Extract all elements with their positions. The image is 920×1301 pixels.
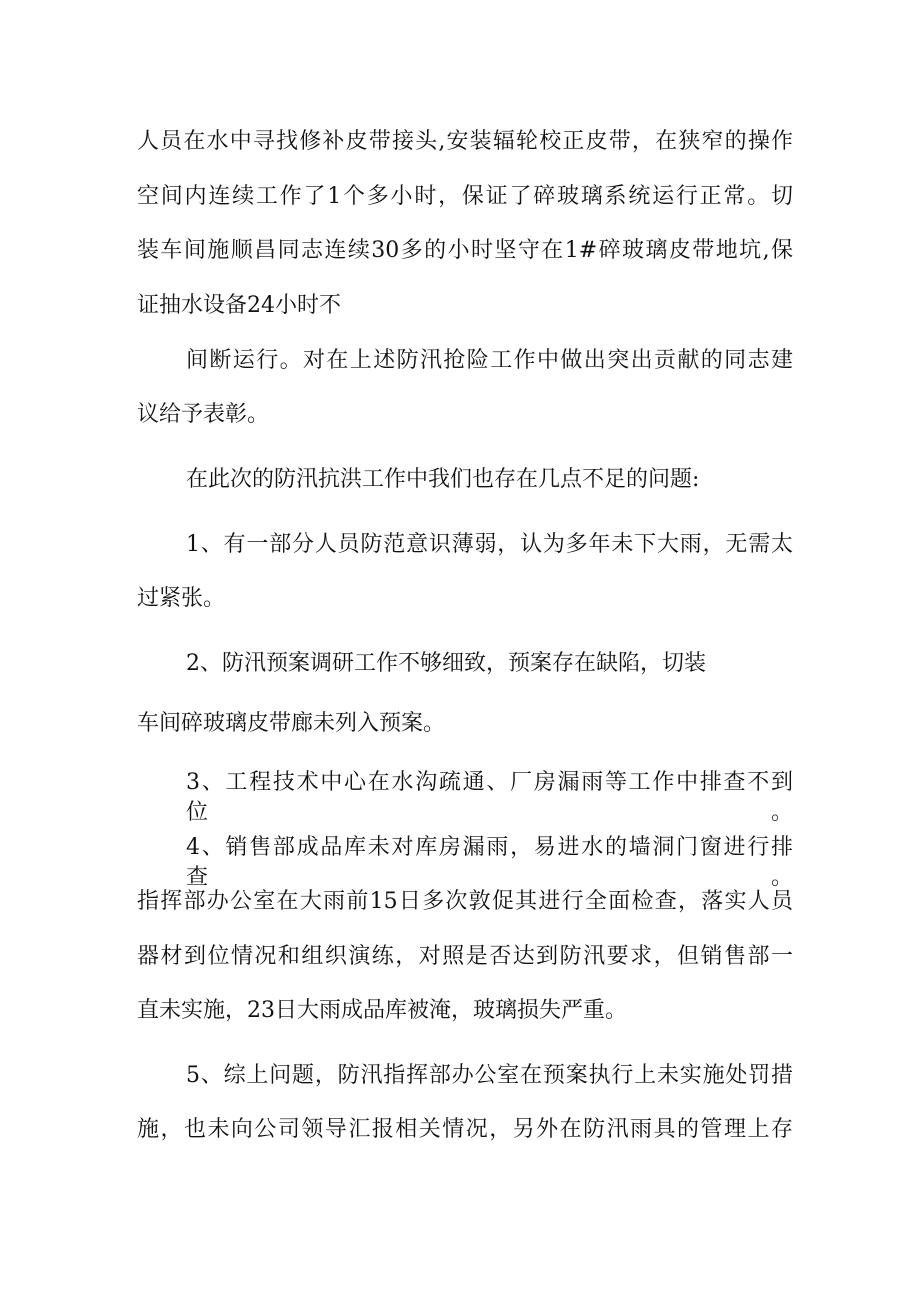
text-line: 3、工程技术中心在水沟疏通、厂房漏雨等工作中排查不到位。	[186, 770, 793, 825]
text-line: 车间碎玻璃皮带廊未列入预案。	[137, 711, 446, 736]
text-line: 直未实施，23日大雨成品库被淹，玻璃损失严重。	[137, 998, 627, 1023]
text-line: 施，也未向公司领导汇报相关情况，另外在防汛雨具的管理上存	[137, 1117, 793, 1142]
text-line: 5、综上问题，防汛指挥部办公室在预案执行上未实施处罚措	[186, 1063, 793, 1088]
text-line: 间断运行。对在上述防汛抢险工作中做出突出贡献的同志建	[186, 348, 793, 373]
text-line: 空间内连续工作了1个多小时，保证了碎玻璃系统运行正常。切	[137, 184, 793, 209]
text-line: 证抽水设备24小时不	[137, 293, 341, 318]
text-line: 过紧张。	[137, 586, 226, 611]
text-line: 在此次的防汛抗洪工作中我们也存在几点不足的问题:	[186, 467, 700, 492]
text-line: 4、销售部成品库未对库房漏雨，易进水的墙洞门窗进行排查。	[186, 835, 793, 890]
text-line: 人员在水中寻找修补皮带接头,安装辐轮校正皮带，在狭窄的操作	[137, 129, 793, 154]
text-line: 器材到位情况和组织演练，对照是否达到防汛要求，但销售部一	[137, 944, 793, 969]
text-line: 2、防汛预案调研工作不够细致，预案存在缺陷，切装	[186, 651, 706, 676]
text-line: 指挥部办公室在大雨前15日多次敦促其进行全面检查，落实人员	[137, 889, 793, 914]
text-line: 1、有一部分人员防范意识薄弱，认为多年未下大雨，无需太	[186, 532, 793, 557]
text-line: 议给予表彰。	[137, 402, 270, 427]
text-line: 装车间施顺昌同志连续30多的小时坚守在1#碎玻璃皮带地坑,保	[137, 238, 793, 263]
